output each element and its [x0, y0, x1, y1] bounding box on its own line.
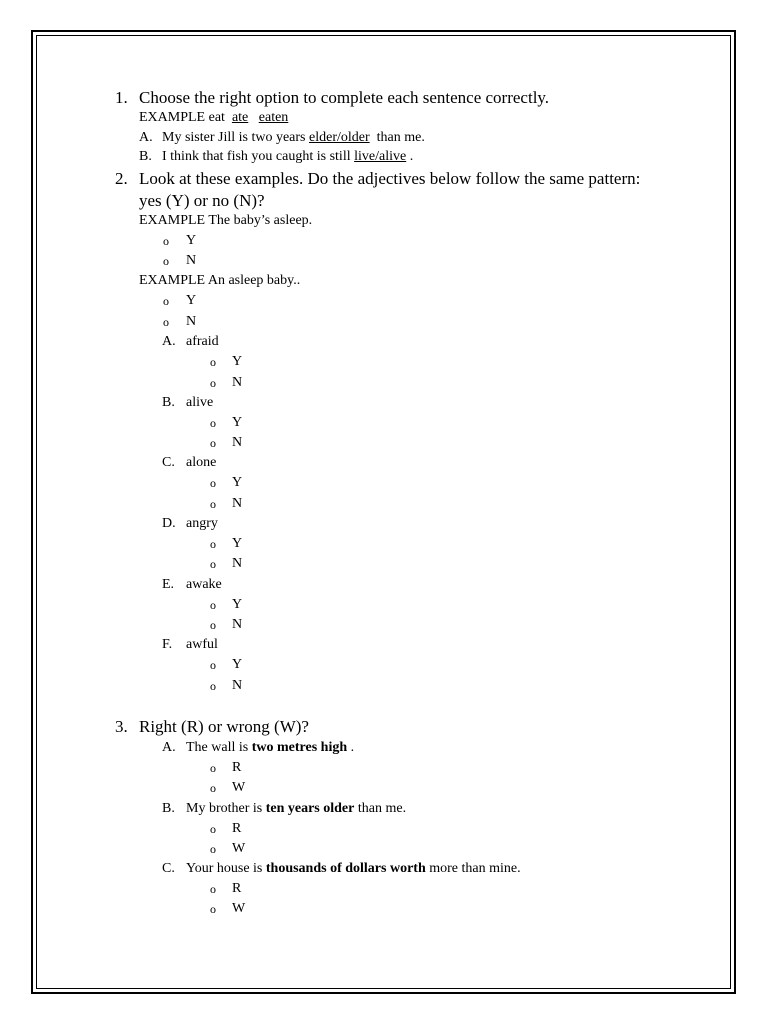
radio-bullet[interactable]: o [163, 234, 169, 248]
radio-bullet[interactable]: o [210, 476, 216, 490]
q1-item-a-before: My sister Jill is two years [162, 130, 306, 145]
option-label-n: N [232, 375, 243, 390]
option-label-n: N [186, 253, 197, 268]
q2-item-b-letter: B. [162, 395, 175, 410]
q3-item-b-bold: ten years older [265, 801, 355, 816]
option-label-w: W [232, 780, 246, 795]
q3-text: Right (R) or wrong (W)? [139, 717, 309, 736]
q2-item-c-word: alone [186, 455, 217, 470]
q3-item-b-letter: B. [162, 801, 175, 816]
option-label-y: Y [232, 475, 243, 490]
option-label-y: Y [232, 657, 243, 672]
q1-item-a-option: elder/older [309, 130, 370, 145]
option-label-n: N [232, 556, 243, 571]
option-label-r: R [232, 821, 242, 836]
q3-item-c-letter: C. [162, 861, 175, 876]
q1-number: 1. [115, 88, 128, 107]
radio-bullet[interactable]: o [210, 537, 216, 551]
q3-item-a-bold: two metres high [251, 740, 348, 755]
q2-line2: yes (Y) or no (N)? [139, 191, 265, 210]
option-label-w: W [232, 901, 246, 916]
q1-item-b-after: . [409, 149, 414, 164]
option-label-n: N [232, 435, 243, 450]
q1-item-b-option: live/alive [354, 149, 407, 164]
q1-example [139, 110, 288, 126]
q3-item-a-after: . [350, 740, 355, 755]
q2-item-c-letter: C. [162, 455, 175, 470]
q3-item-c-before: Your house is [186, 861, 263, 876]
q2-item-e-letter: E. [162, 577, 175, 592]
q1-text: Choose the right option to complete each sentence correctly. [139, 88, 550, 107]
q3-item-c-after: more than mine. [429, 861, 521, 876]
q2-example1: EXAMPLE The baby’s asleep. [139, 213, 313, 228]
q2-item-d-letter: D. [162, 516, 176, 531]
radio-bullet[interactable]: o [210, 436, 216, 450]
radio-bullet[interactable]: o [210, 781, 216, 795]
q2-example2: EXAMPLE An asleep baby.. [139, 273, 301, 288]
q3-item-a-letter: A. [162, 740, 176, 755]
radio-bullet[interactable]: o [210, 355, 216, 369]
option-label-y: Y [186, 293, 197, 308]
q3-item-a-before: The wall is [186, 740, 249, 755]
q1-example-word2: eaten [258, 110, 289, 125]
option-label-n: N [232, 617, 243, 632]
option-label-n: N [232, 496, 243, 511]
q1-item-a-letter: A. [139, 130, 153, 145]
q3-item-c [186, 861, 521, 877]
q1-example-word1: ate [231, 110, 249, 125]
radio-bullet[interactable]: o [210, 618, 216, 632]
radio-bullet[interactable]: o [210, 497, 216, 511]
radio-bullet[interactable]: o [163, 254, 169, 268]
q3-number: 3. [115, 717, 128, 736]
option-label-w: W [232, 841, 246, 856]
option-label-r: R [232, 881, 242, 896]
radio-bullet[interactable]: o [163, 315, 169, 329]
q2-item-e-word: awake [186, 577, 222, 592]
q3-item-c-bold: thousands of dollars worth [265, 861, 426, 876]
q1-item-a-after: than me. [376, 130, 425, 145]
q2-item-a-letter: A. [162, 334, 176, 349]
option-label-y: Y [232, 415, 243, 430]
radio-bullet[interactable]: o [210, 679, 216, 693]
q1-example-prefix: EXAMPLE eat [139, 110, 225, 125]
q2-line1: Look at these examples. Do the adjectives below follow the same pattern: [139, 169, 641, 188]
q3-item-b-after: than me. [357, 801, 407, 816]
q2-item-f-word: awful [186, 637, 218, 652]
option-label-n: N [186, 314, 197, 329]
q1-item-a [162, 130, 425, 146]
option-label-y: Y [232, 597, 243, 612]
q1-item-b [162, 149, 413, 165]
q2-item-f-letter: F. [162, 637, 173, 652]
radio-bullet[interactable]: o [210, 822, 216, 836]
option-label-y: Y [232, 354, 243, 369]
radio-bullet[interactable]: o [210, 376, 216, 390]
radio-bullet[interactable]: o [210, 557, 216, 571]
q1-item-b-letter: B. [139, 149, 152, 164]
q3-item-a [186, 740, 354, 756]
q3-item-b [186, 801, 406, 817]
q2-item-d-word: angry [186, 516, 218, 531]
radio-bullet[interactable]: o [210, 761, 216, 775]
q2-item-a-word: afraid [186, 334, 219, 349]
option-label-y: Y [186, 233, 197, 248]
radio-bullet[interactable]: o [210, 416, 216, 430]
radio-bullet[interactable]: o [163, 294, 169, 308]
q2-number: 2. [115, 169, 128, 188]
radio-bullet[interactable]: o [210, 902, 216, 916]
q2-item-b-word: alive [186, 395, 214, 410]
radio-bullet[interactable]: o [210, 598, 216, 612]
radio-bullet[interactable]: o [210, 882, 216, 896]
option-label-n: N [232, 678, 243, 693]
option-label-y: Y [232, 536, 243, 551]
option-label-r: R [232, 760, 242, 775]
radio-bullet[interactable]: o [210, 658, 216, 672]
q3-item-b-before: My brother is [186, 801, 263, 816]
radio-bullet[interactable]: o [210, 842, 216, 856]
q1-item-b-before: I think that fish you caught is still [162, 149, 351, 164]
